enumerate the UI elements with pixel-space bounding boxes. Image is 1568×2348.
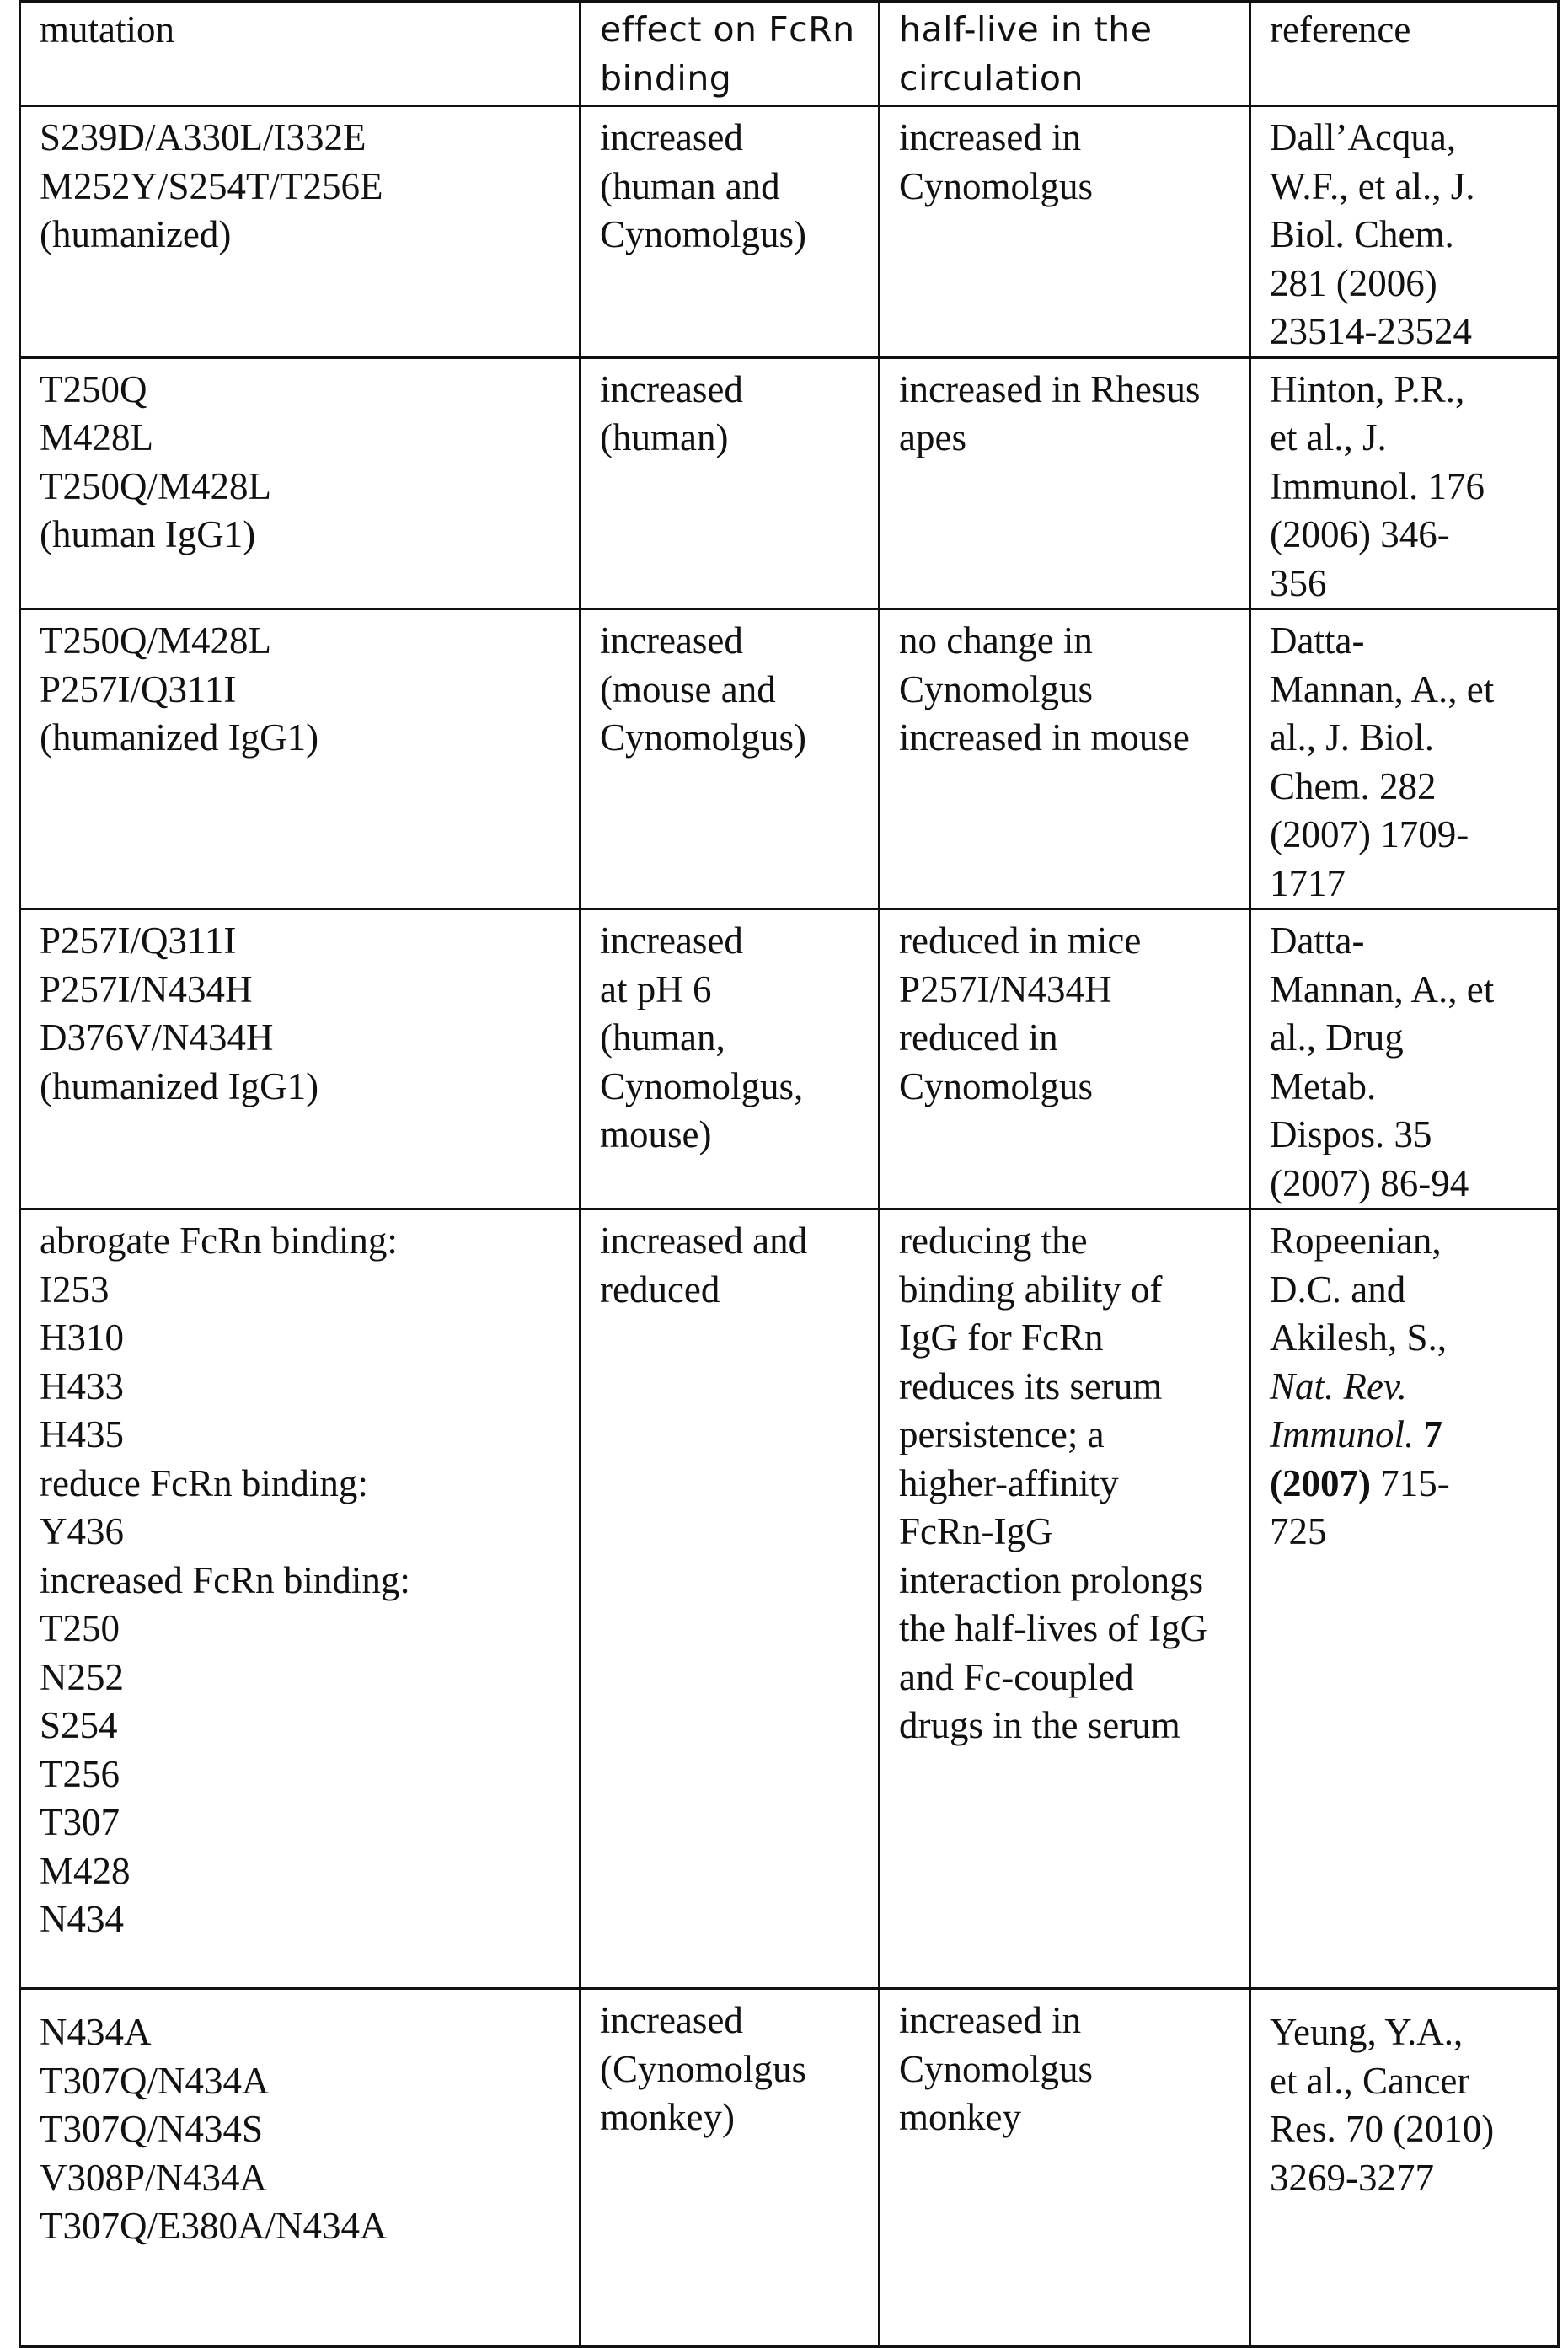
cell-reference: Yeung, Y.A., et al., Cancer Res. 70 (2010) 3269-3277 — [1250, 1989, 1559, 2347]
cell-effect: increased (human and Cynomolgus) — [581, 106, 880, 358]
cell-reference: Datta- Mannan, A., et al., Drug Metab. Dispos. 35 (2007) 86-94 — [1250, 909, 1559, 1209]
table-row — [20, 909, 1559, 1209]
header-reference: reference — [1250, 2, 1559, 106]
cell-mutation: S239D/A330L/I332E M252Y/S254T/T256E (humanized) — [20, 106, 581, 358]
header-row — [20, 2, 1559, 106]
table-row — [20, 1209, 1559, 1989]
cell-effect: increased (human) — [581, 357, 880, 609]
cell-half-life: reduced in mice P257I/N434H reduced in Cynomolgus — [880, 909, 1250, 1209]
cell-reference: Datta- Mannan, A., et al., J. Biol. Chem. 282 (2007) 1709- 1717 — [1250, 609, 1559, 909]
cell-effect: increased (mouse and Cynomolgus) — [581, 609, 880, 909]
cell-half-life: increased in Cynomolgus monkey — [880, 1989, 1250, 2347]
cell-half-life: increased in Rhesus apes — [880, 357, 1250, 609]
table-row — [20, 609, 1559, 909]
header-half-life: half-live in the circulation — [880, 2, 1250, 106]
fcrn-mutation-table — [19, 0, 1560, 2348]
cell-mutation: T250Q/M428L P257I/Q311I (humanized IgG1) — [20, 609, 581, 909]
table-row — [20, 1989, 1559, 2347]
cell-reference: Ropeenian, D.C. and Akilesh, S., Nat. Rev. Immunol. 7 (2007) 715- 725 — [1250, 1209, 1559, 1989]
cell-reference: Dall’Acqua, W.F., et al., J. Biol. Chem. 281 (2006) 23514-23524 — [1250, 106, 1559, 358]
cell-mutation: N434A T307Q/N434A T307Q/N434S V308P/N434A T307Q/E380A/N434A — [20, 1989, 581, 2347]
table-row — [20, 357, 1559, 609]
cell-effect: increased at pH 6 (human, Cynomolgus, mouse) — [581, 909, 880, 1209]
cell-mutation: T250Q M428L T250Q/M428L (human IgG1) — [20, 357, 581, 609]
cell-effect: increased (Cynomolgus monkey) — [581, 1989, 880, 2347]
header-effect: effect on FcRn binding — [581, 2, 880, 106]
cell-reference: Hinton, P.R., et al., J. Immunol. 176 (2006) 346- 356 — [1250, 357, 1559, 609]
header-mutation: mutation — [20, 2, 581, 106]
cell-mutation: P257I/Q311I P257I/N434H D376V/N434H (humanized IgG1) — [20, 909, 581, 1209]
table-row — [20, 106, 1559, 358]
cell-half-life: reducing the binding ability of IgG for FcRn reduces its serum persistence; a higher-affinity FcRn-IgG interaction prolongs the half-lives of IgG and Fc-coupled drugs in the serum — [880, 1209, 1250, 1989]
cell-mutation: abrogate FcRn binding: I253 H310 H433 H435 reduce FcRn binding: Y436 increased FcRn binding: T250 N252 S254 T256 T307 M428 N434 — [20, 1209, 581, 1989]
cell-half-life: no change in Cynomolgus increased in mouse — [880, 609, 1250, 909]
cell-half-life: increased in Cynomolgus — [880, 106, 1250, 358]
cell-effect: increased and reduced — [581, 1209, 880, 1989]
